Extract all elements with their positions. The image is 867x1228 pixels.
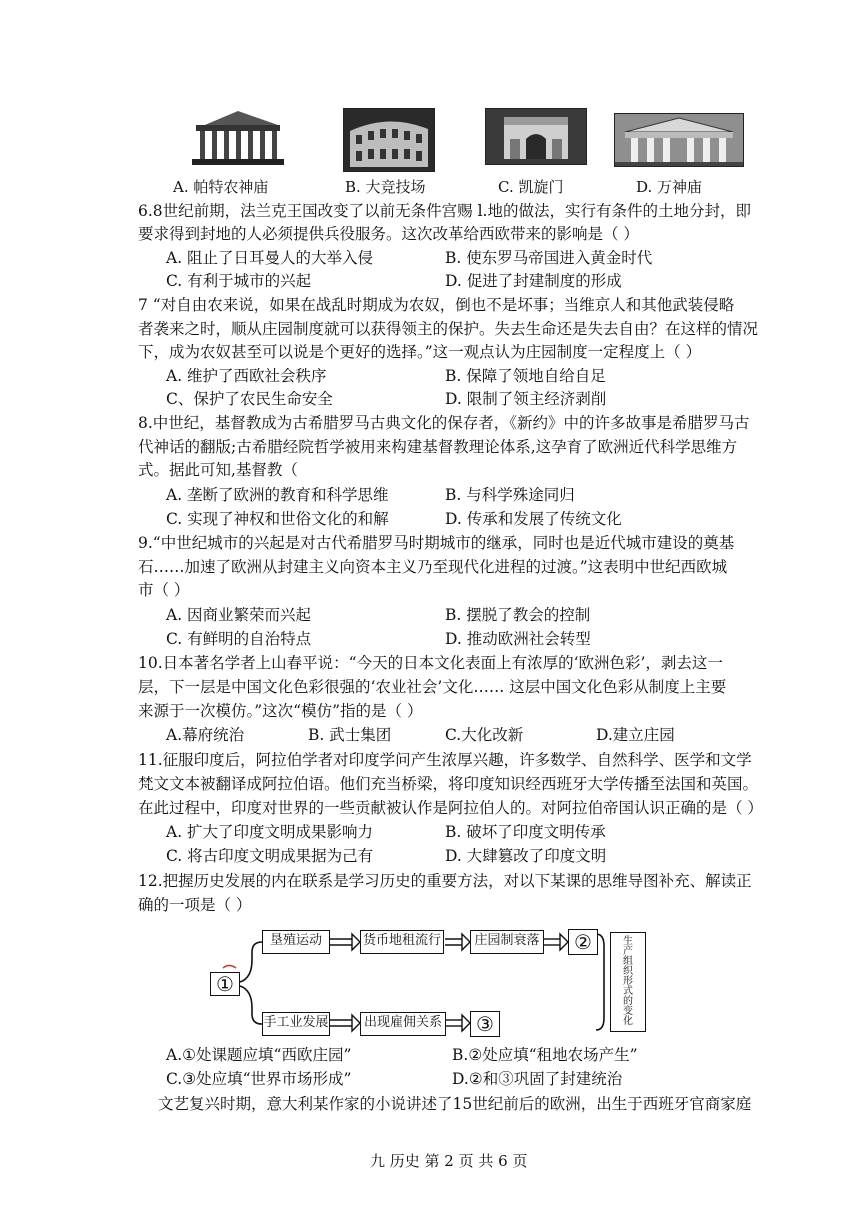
q7-option-c: C、保护了农民生命安全 (166, 390, 333, 408)
q9-option-d: D. 推动欧洲社会转型 (445, 630, 591, 648)
q10-option-a: A.幕府统治 (166, 726, 245, 744)
passage-intro: 文艺复兴时期，意大利某作家的小说讲述了15世纪前后的欧洲，出生于西班牙官商家庭 (158, 1095, 752, 1113)
q7-stem-line2: 者袭来之时，顺从庄园制度就可以获得领主的保护。失去生命还是失去自由？在这样的情况 (138, 320, 759, 338)
q7-stem-line1: 7 “对自由农来说，如果在战乱时期成为农奴，倒也不是坏事；当维京人和其他武装侵略 (138, 296, 735, 314)
side-char: 变 (623, 1006, 633, 1017)
q9-stem-line1: 9.“中世纪城市的兴起是对古代希腊罗马时期城市的继承，同时也是近代城市建设的奠基 (138, 534, 735, 552)
q6-option-d: D. 促进了封建制度的形成 (445, 272, 622, 290)
q12-option-c: C.③处应填“世界市场形成” (166, 1070, 352, 1088)
q11-stem-line1: 11.征服印度后，阿拉伯学者对印度学问产生浓厚兴趣，许多数学、自然科学、医学和文学 (138, 751, 752, 769)
q12-option-b: B.②处应填“租地农场产生” (452, 1046, 638, 1064)
q8-option-c: C. 实现了神权和世俗文化的和解 (166, 510, 389, 528)
q7-option-a: A. 维护了西欧社会秩序 (166, 367, 327, 385)
q6-option-b: B. 使东罗马帝国进入黄金时代 (445, 249, 653, 267)
q10-option-b: B. 武士集团 (308, 726, 392, 744)
caption-d: D. 万神庙 (636, 178, 703, 196)
q9-stem-line2: 石……加速了欧洲从封建主义向资本主义乃至现代化进程的过渡。”这表明中世纪西欧城 (138, 558, 728, 576)
diagram-top-box-1: 垦殖运动 (262, 930, 330, 954)
q9-option-a: A. 因商业繁荣而兴起 (166, 606, 312, 624)
diagram-side-label (610, 932, 646, 1032)
q10-option-d: D.建立庄园 (596, 726, 675, 744)
q11-option-d: D. 大肆篡改了印度文明 (445, 847, 607, 865)
q10-stem-line1: 10.日本著名学者上山春平说：“今天的日本文化表面上有浓厚的‘欧洲色彩’，剥去这一 (138, 654, 723, 672)
q11-stem-line2: 梵文文本被翻译成阿拉伯语。他们充当桥梁，将印度知识经西班牙大学传播至法国和英国。 (138, 775, 759, 793)
q7-stem-line3: 下，成为农奴甚至可以说是个更好的选择。”这一观点认为庄园制度一定程度上（ ） (138, 343, 702, 361)
q9-stem-line3: 市（ ） (138, 581, 190, 599)
q10-stem-line3: 来源于一次模仿。”这次“模仿”指的是（ ） (138, 702, 423, 720)
side-char: 的 (623, 996, 633, 1007)
q7-option-d: D. 限制了领主经济剥削 (445, 390, 607, 408)
q8-stem-line3: 式。据此可知,基督教（ (138, 461, 298, 479)
q9-option-b: B. 摆脱了教会的控制 (445, 606, 591, 624)
q11-stem-line3: 在此过程中，印度对世界的一些贡献被认作是阿拉伯人的。对阿拉伯帝国认识正确的是（ ） (138, 799, 763, 817)
side-char: 生 (623, 936, 633, 947)
q12-option-a: A.①处课题应填“西欧庄园” (166, 1046, 352, 1064)
q12-stem-line2: 确的一项是（ ） (138, 896, 252, 914)
q8-stem-line1: 8.中世纪，基督教成为古希腊罗马古典文化的保存者，《新约》中的许多故事是希腊罗马古 (138, 414, 750, 432)
q12-option-d: D.②和③巩固了封建统治 (452, 1070, 623, 1088)
side-char: 形 (623, 976, 633, 987)
side-char: 组 (623, 956, 633, 967)
caption-b: B. 大竞技场 (345, 178, 426, 196)
q12-stem-line1: 12.把握历史发展的内在联系是学习历史的重要方法，对以下某课的思维导图补充、解读正 (138, 872, 752, 890)
diagram-node-3: ③ (470, 1011, 500, 1037)
side-char: 式 (623, 986, 633, 997)
caption-a: A. 帕特农神庙 (173, 178, 269, 196)
q11-option-b: B. 破坏了印度文明传承 (445, 823, 606, 841)
diagram-node-1: ① (210, 972, 240, 996)
q11-option-c: C. 将古印度文明成果据为己有 (166, 847, 374, 865)
diagram-top-box-2: 货币地租流行 (360, 930, 444, 954)
q8-option-a: A. 垄断了欧洲的教育和科学思维 (166, 486, 389, 504)
q6-stem-line1: 6.8世纪前期，法兰克王国改变了以前无条件宫赐 l.地的做法，实行有条件的土地分封，即 (138, 202, 751, 220)
q8-option-d: D. 传承和发展了传统文化 (445, 510, 622, 528)
q6-option-c: C. 有利于城市的兴起 (166, 272, 312, 290)
diagram-top-box-3: 庄园制衰落 (470, 930, 544, 954)
diagram-bottom-box-2: 出现雇佣关系 (360, 1012, 446, 1036)
diagram-bottom-box-1: 手工业发展 (262, 1012, 330, 1036)
q11-option-a: A. 扩大了印度文明成果影响力 (166, 823, 374, 841)
side-char: 化 (623, 1016, 633, 1027)
q8-option-b: B. 与科学殊途同归 (445, 486, 575, 504)
page-footer: 九 历史 第 2 页 共 6 页 (370, 1152, 528, 1170)
q6-stem-line2: 要求得到封地的人必须提供兵役服务。这次改革给西欧带来的影响是（ ） (138, 225, 639, 243)
side-char: 产 (623, 946, 633, 957)
side-char: 织 (623, 966, 633, 977)
q10-stem-line2: 层，下一层是中国文化色彩很强的‘农业社会’文化…… 这层中国文化色彩从制度上主要 (138, 678, 727, 696)
q7-option-b: B. 保障了领地自给自足 (445, 367, 606, 385)
q6-option-a: A. 阻止了日耳曼人的大举入侵 (166, 249, 374, 267)
caption-c: C. 凯旋门 (498, 178, 564, 196)
q10-option-c: C.大化改新 (445, 726, 524, 744)
diagram-node-2: ② (568, 929, 598, 955)
q9-option-c: C. 有鲜明的自治特点 (166, 630, 312, 648)
q8-stem-line2: 代神话的翻版;古希腊经院哲学被用来构建基督教理论体系,这孕育了欧洲近代科学思维方 (138, 438, 738, 456)
